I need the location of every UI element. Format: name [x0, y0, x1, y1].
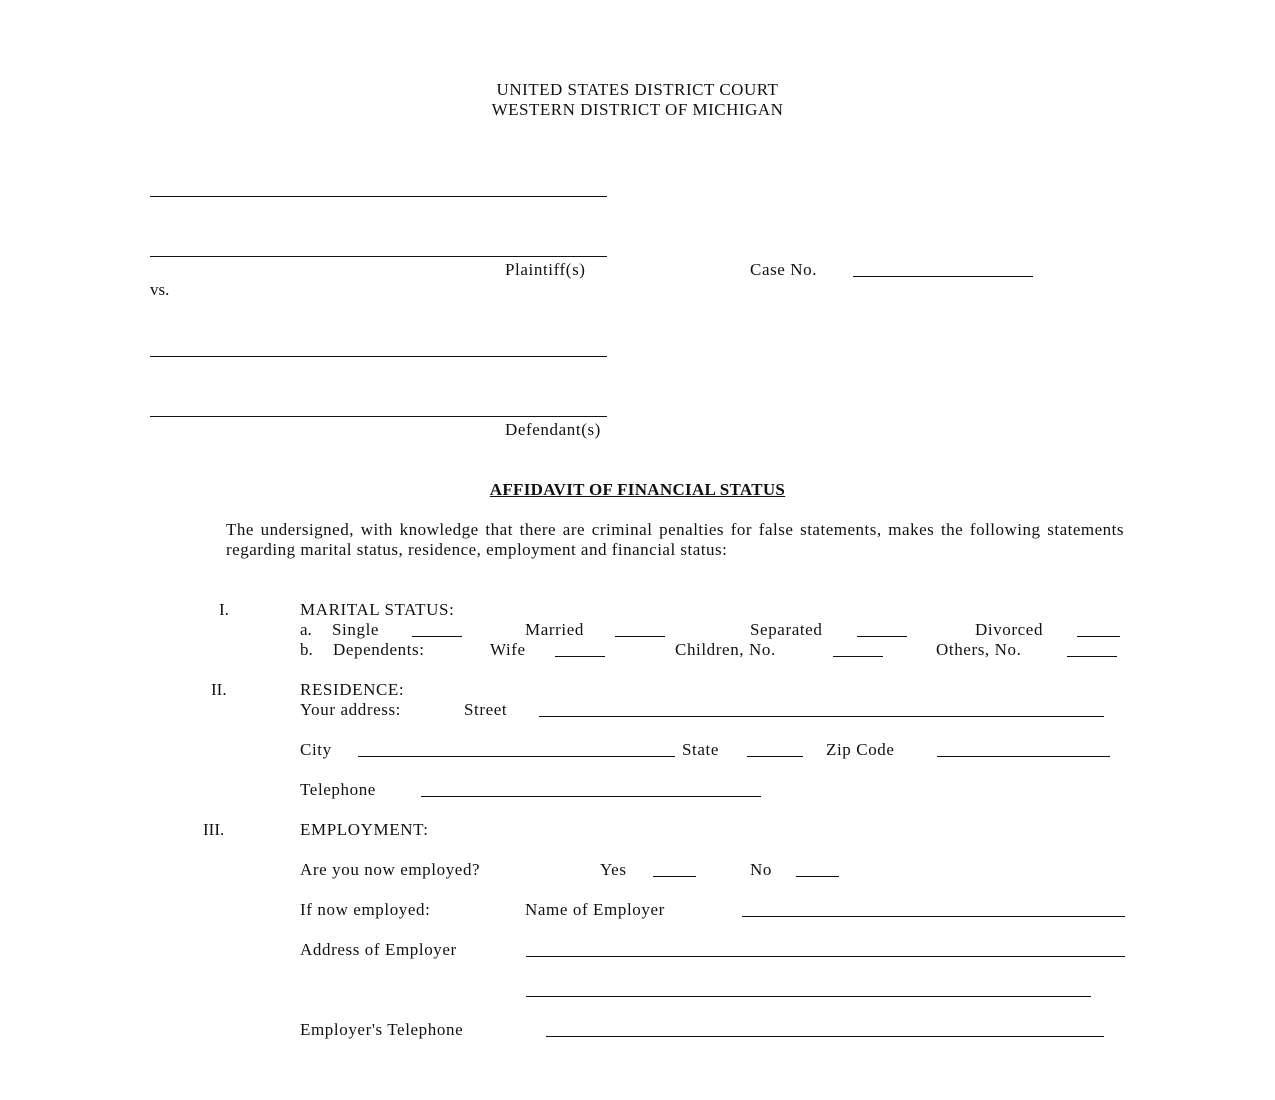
employer-telephone-field[interactable]	[546, 1036, 1104, 1037]
married-field[interactable]	[615, 636, 665, 637]
yes-label: Yes	[600, 860, 627, 879]
others-label: Others, No.	[936, 640, 1022, 659]
zip-field[interactable]	[937, 756, 1110, 757]
your-address-label: Your address:	[300, 700, 401, 719]
street-field[interactable]	[539, 716, 1104, 717]
zip-label: Zip Code	[826, 740, 895, 759]
wife-field[interactable]	[555, 656, 605, 657]
employed-question: Are you now employed?	[300, 860, 481, 879]
yes-field[interactable]	[653, 876, 696, 877]
single-field[interactable]	[412, 636, 462, 637]
children-label: Children, No.	[675, 640, 776, 659]
divorced-label: Divorced	[975, 620, 1044, 639]
employer-address-label: Address of Employer	[300, 940, 457, 959]
dependents-label: Dependents:	[333, 640, 425, 659]
employer-telephone-label: Employer's Telephone	[300, 1020, 464, 1039]
state-label: State	[682, 740, 719, 759]
no-field[interactable]	[796, 876, 839, 877]
employment-heading: EMPLOYMENT:	[300, 820, 429, 839]
separated-field[interactable]	[857, 636, 907, 637]
plaintiff-line-2[interactable]	[150, 256, 607, 257]
telephone-label: Telephone	[300, 780, 376, 799]
wife-label: Wife	[490, 640, 526, 659]
section-numeral-1: I.	[219, 600, 229, 619]
defendant-label: Defendant(s)	[505, 420, 601, 439]
row-a-prefix: a.	[300, 620, 312, 639]
telephone-field[interactable]	[421, 796, 761, 797]
vs-label: vs.	[150, 280, 170, 299]
employer-address-field-2[interactable]	[526, 996, 1091, 997]
employer-address-field-1[interactable]	[526, 956, 1125, 957]
city-label: City	[300, 740, 332, 759]
employer-name-field[interactable]	[742, 916, 1125, 917]
separated-label: Separated	[750, 620, 823, 639]
district-name: WESTERN DISTRICT OF MICHIGAN	[491, 100, 784, 119]
others-field[interactable]	[1067, 656, 1117, 657]
no-label: No	[750, 860, 772, 879]
if-employed-label: If now employed:	[300, 900, 431, 919]
marital-heading: MARITAL STATUS:	[300, 600, 455, 619]
residence-heading: RESIDENCE:	[300, 680, 405, 699]
single-label: Single	[332, 620, 380, 639]
divorced-field[interactable]	[1077, 636, 1120, 637]
row-b-prefix: b.	[300, 640, 313, 659]
defendant-line-1[interactable]	[150, 356, 607, 357]
employer-name-label: Name of Employer	[525, 900, 665, 919]
plaintiff-label: Plaintiff(s)	[505, 260, 586, 279]
children-field[interactable]	[833, 656, 883, 657]
state-field[interactable]	[747, 756, 803, 757]
court-name: UNITED STATES DISTRICT COURT	[496, 80, 779, 99]
document-title: AFFIDAVIT OF FINANCIAL STATUS	[489, 480, 786, 499]
defendant-line-2[interactable]	[150, 416, 607, 417]
case-no-label: Case No.	[750, 260, 818, 279]
street-label: Street	[464, 700, 508, 719]
intro-paragraph: The undersigned, with knowledge that there are criminal penalties for false statements, makes the following statements regarding marital status, residence, employment and financial status:	[226, 520, 1124, 559]
city-field[interactable]	[358, 756, 675, 757]
section-numeral-2: II.	[211, 680, 227, 699]
married-label: Married	[525, 620, 584, 639]
plaintiff-line-1[interactable]	[150, 196, 607, 197]
section-numeral-3: III.	[203, 820, 225, 839]
case-no-field[interactable]	[853, 276, 1033, 277]
